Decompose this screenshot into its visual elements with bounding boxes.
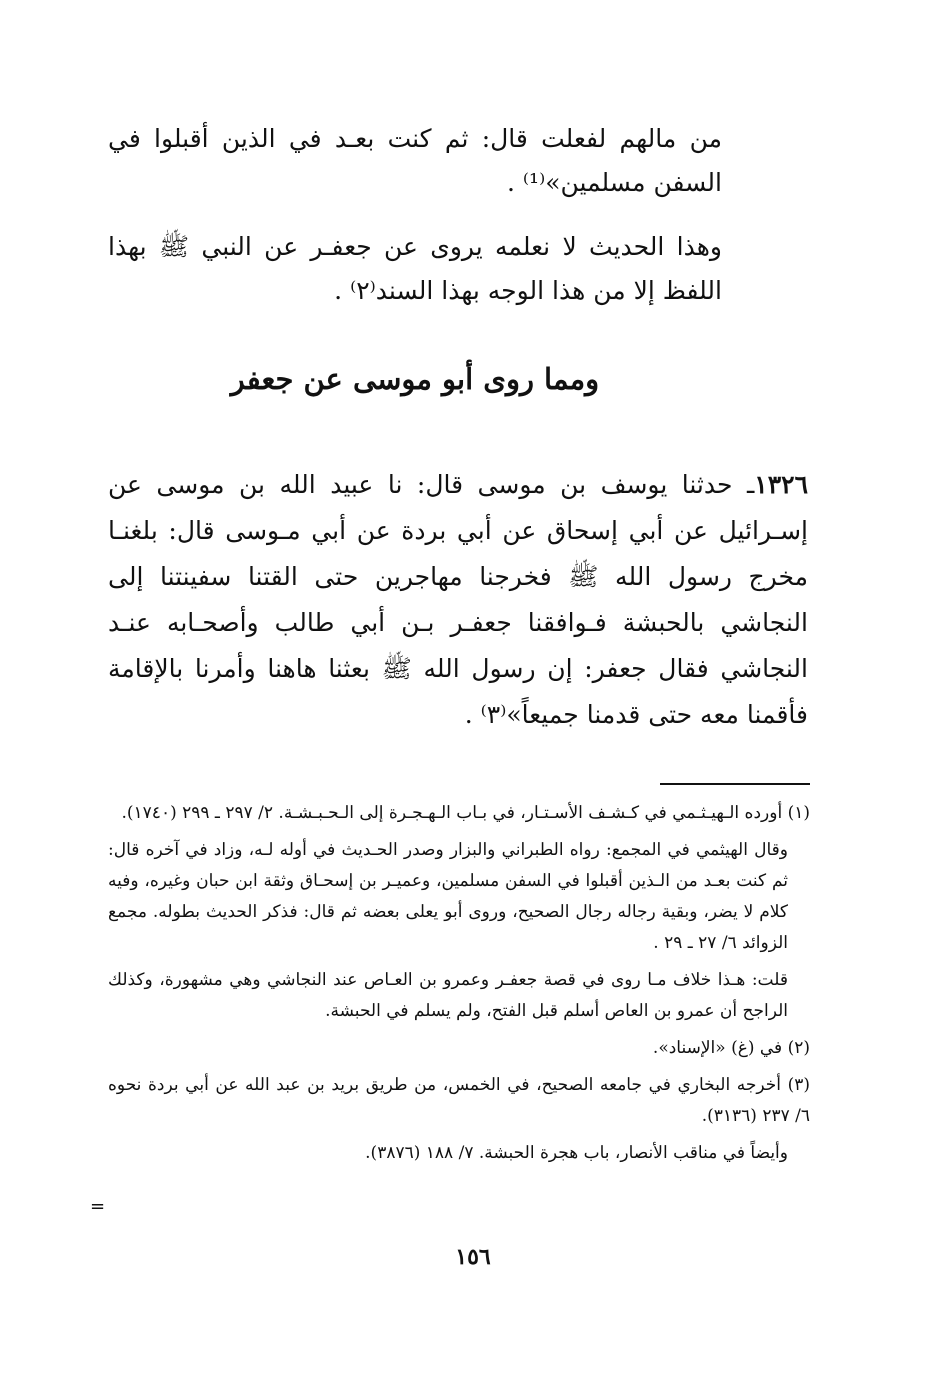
paragraph-hadith-note: وهذا الحديث لا نعلمه يروى عن جعفـر عن النبي ﷺ بهذا اللفظ إلا من هذا الوجه بهذا السند⁽٢⁾ . — [108, 232, 722, 305]
footnotes — [108, 798, 810, 1175]
hadith-entry — [108, 462, 808, 738]
hadith-text: ـ حدثنا يوسف بن موسى قال: نا عبيد الله بن موسى عن إسـرائيل عن أبي إسحاق عن أبي بردة عن أبي مـوسى قال: بلغنـا مخرج رسول الله ﷺ فخرجنا مهاجرين حتى القتنا سفينتنا إلى النجاشي بالحبشة فـوافقنا جعفـر بـن أبي طالب وأصحـابه عنـد النجاشي فقال جعفر: إن رسول الله ﷺ بعثنا هاهنا وأمرنا بالإقامة فأقمنا معه حتى قدمنا جميعاً»⁽٣⁾ . — [108, 470, 808, 729]
paragraph-continuation: من مالهم لفعلت قال: ثم كنت بعـد في الذين أقبلوا في السفن مسلمين»⁽¹⁾ . — [108, 124, 722, 197]
page-number: ١٥٦ — [455, 1244, 491, 1270]
margin-mark: = — [90, 1196, 106, 1217]
footnote-1-commentary: وقال الهيثمي في المجمع: رواه الطبراني والبزار وصدر الحـديث في أوله لـه، وزاد في آخره قال: ثم كنت بعـد من الـذين أقبلوا في السفن مسلمين، وعميـر بن إسحـاق وثقة ابن حبان وغيره، وفيه كلام لا يضر، وبقية رجاله رجال الصحيح، وروى أبو يعلى بعضه ثم قال: فذكر الحديث بطوله. مجمع الزوائد ٦/ ٢٧ ـ ٢٩ . — [108, 840, 788, 953]
footnote-2: (٢) في (غ) «الإسناد». — [652, 1038, 810, 1058]
footnote-3: (٣) أخرجه البخاري في جامعه الصحيح، في الخمس، من طريق بريد بن عبد الله عن أبي بردة نحوه ٦/ ٢٣٧ (٣١٣٦). — [108, 1075, 810, 1126]
footnote-3-additional: وأيضاً في مناقب الأنصار، باب هجرة الحبشة. ٧/ ١٨٨ (٣٨٧٦). — [365, 1143, 788, 1163]
section-heading: ومما روى أبو موسى عن جعفر — [230, 362, 600, 396]
footnote-1: (١) أورده الـهيـثـمي في كـشـف الأسـتـار، في بـاب الـهـجـرة إلى الـحـبـشـة. ٢/ ٢٩٧ ـ ٢٩٩ (١٧٤٠). — [121, 803, 810, 823]
footnote-1-remark: قلت: هـذا خلاف مـا روى في قصة جعفـر وعمرو بن العـاص عند النجاشي وهي مشهورة، وكذلك الراجح أن عمرو بن العاص أسلم قبل الفتح، ولم يسلم في الحبشة. — [108, 970, 788, 1021]
footnote-separator — [660, 783, 810, 785]
hadith-number: ١٣٢٦ — [754, 470, 808, 499]
